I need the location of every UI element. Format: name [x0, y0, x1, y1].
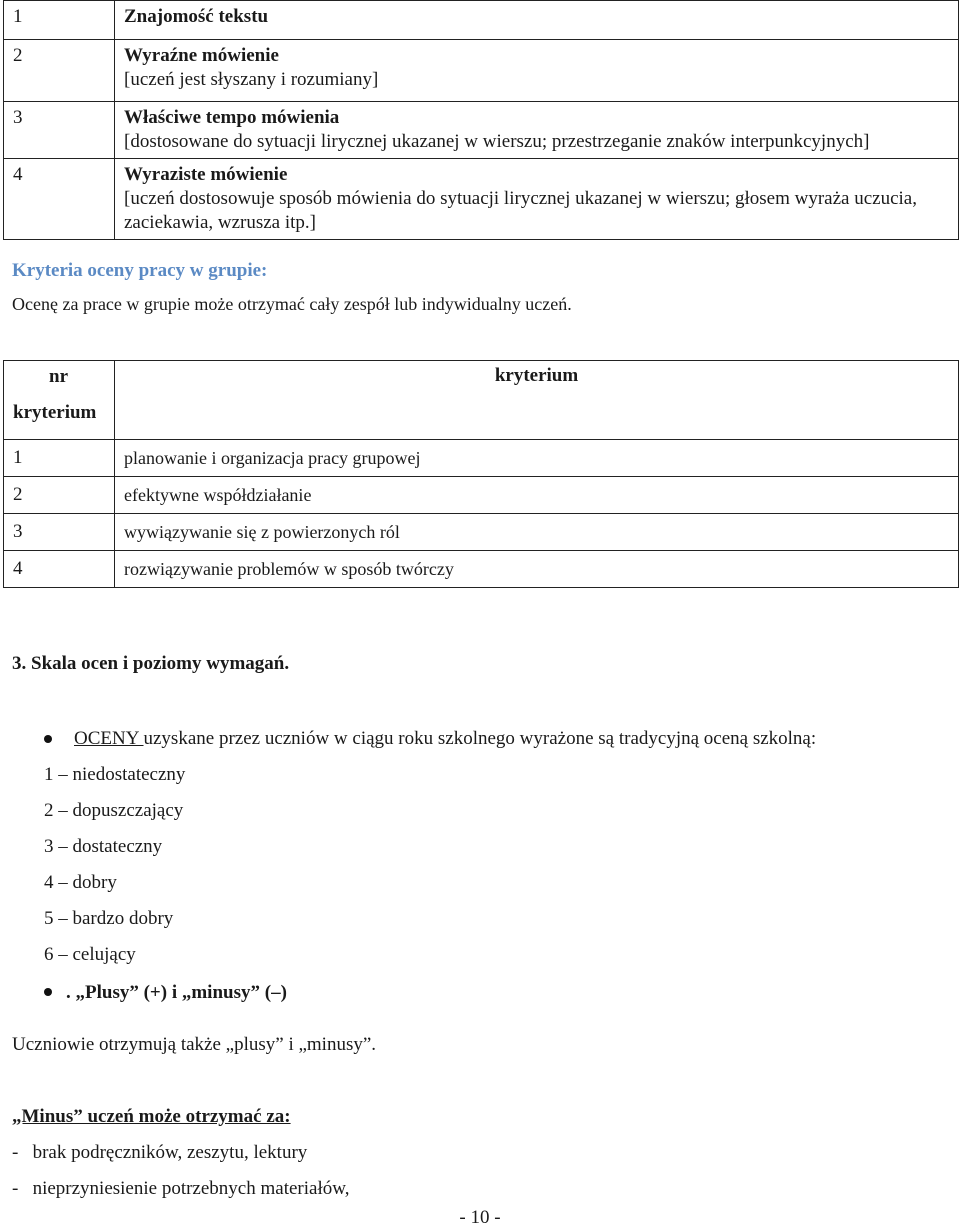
list-item: 4 – dobry — [44, 872, 117, 893]
header-kryterium-left: kryterium — [13, 402, 97, 423]
table-row — [4, 551, 959, 588]
page-number: - 10 - — [459, 1207, 501, 1228]
row-number: 3 — [4, 514, 115, 551]
grades-intro — [74, 728, 816, 750]
bullet-icon — [44, 988, 52, 996]
criterion-text: planowanie i organizacja pracy grupowej — [115, 440, 959, 477]
criterion-desc: [uczeń jest słyszany i rozumiany] — [124, 69, 379, 90]
row-number: 4 — [4, 551, 115, 588]
grades-list — [44, 762, 185, 978]
criterion-cell — [115, 40, 959, 102]
oceny-rest: uzyskane przez uczniów w ciągu roku szkolnego wyrażone są tradycyjną oceną szkolną: — [143, 728, 817, 749]
header-nr: nr — [49, 366, 68, 387]
table-row — [4, 514, 959, 551]
table-row — [4, 40, 959, 102]
list-item: - nieprzyniesienie potrzebnych materiałów, — [12, 1178, 350, 1199]
table-row — [4, 159, 959, 240]
list-item: 3 – dostateczny — [44, 836, 163, 857]
header-kryterium: kryterium — [494, 365, 579, 386]
section-heading: 3. Skala ocen i poziomy wymagań. — [12, 653, 290, 674]
table-row — [4, 440, 959, 477]
criterion-title: Znajomość tekstu — [124, 6, 269, 27]
list-item: 5 – bardzo dobry — [44, 908, 174, 929]
list-item: 1 – niedostateczny — [44, 764, 186, 785]
list-item: 2 – dopuszczający — [44, 800, 184, 821]
criterion-cell — [115, 159, 959, 240]
group-criteria-table — [3, 360, 959, 588]
list-item: 6 – celujący — [44, 944, 136, 965]
row-number: 4 — [4, 159, 115, 240]
criterion-text: efektywne współdziałanie — [115, 477, 959, 514]
criterion-title: Właściwe tempo mówienia — [124, 107, 340, 128]
row-number: 1 — [4, 1, 115, 40]
oceny-word: OCENY — [74, 728, 144, 749]
criterion-cell — [115, 1, 959, 40]
criterion-cell — [115, 102, 959, 159]
criterion-title: Wyraźne mówienie — [124, 45, 279, 66]
list-item: - brak podręczników, zeszytu, lektury — [12, 1142, 308, 1163]
table-row — [4, 102, 959, 159]
header-nr-cell — [4, 361, 115, 440]
criterion-desc: [dostosowane do sytuacji lirycznej ukazanej w wierszu; przestrzeganie znaków interpunkcyjnych] — [124, 131, 870, 152]
plusy-line: . „Plusy” (+) i „minusy” (–) — [66, 982, 287, 1003]
row-number: 1 — [4, 440, 115, 477]
row-number: 2 — [4, 40, 115, 102]
group-criteria-heading: Kryteria oceny pracy w grupie: — [12, 260, 268, 281]
row-number: 2 — [4, 477, 115, 514]
row-number: 3 — [4, 102, 115, 159]
table-row — [4, 477, 959, 514]
bullet-icon — [44, 735, 52, 743]
minus-heading: „Minus” uczeń może otrzymać za: — [12, 1106, 291, 1127]
criterion-title: Wyraziste mówienie — [124, 164, 288, 185]
header-kryterium-cell — [115, 361, 959, 440]
criteria-table — [3, 0, 959, 240]
group-criteria-note: Ocenę za prace w grupie może otrzymać cały zespół lub indywidualny uczeń. — [12, 294, 572, 314]
plusy-note: Uczniowie otrzymują także „plusy” i „minusy”. — [12, 1034, 377, 1055]
criterion-text: wywiązywanie się z powierzonych ról — [115, 514, 959, 551]
table-row — [4, 1, 959, 40]
criterion-desc: [uczeń dostosowuje sposób mówienia do sytuacji lirycznej ukazanej w wierszu; głosem wyraża uczucia, zaciekawia, wzrusza itp.] — [124, 188, 917, 233]
table-header-row — [4, 361, 959, 440]
criterion-text: rozwiązywanie problemów w sposób twórczy — [115, 551, 959, 588]
